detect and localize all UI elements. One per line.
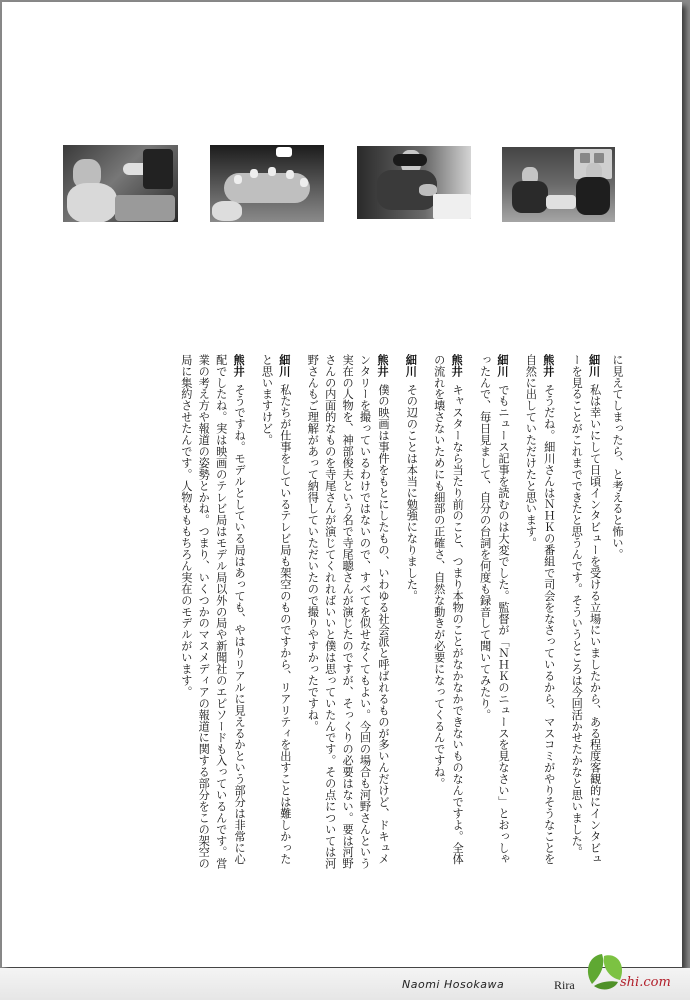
line-text: でもニュース記事を読むのは大変でした。監督が「ＮＨＫのニュースを見なさい」とおっしゃったんで、毎日見まして、自分の台詞を何度も録音して聞いてみたり。 bbox=[478, 354, 510, 865]
speaker-label: 熊井 bbox=[541, 354, 556, 377]
line-text: に見えてしまったら、と考えると怖い。 bbox=[611, 354, 624, 561]
speaker-label: 熊井 bbox=[450, 354, 465, 377]
dialogue-line bbox=[402, 354, 420, 874]
dialogue-line bbox=[476, 354, 512, 874]
dialogue-line bbox=[304, 354, 392, 874]
dialogue-text bbox=[64, 354, 626, 874]
speaker-label: 細川 bbox=[404, 354, 419, 377]
speaker-label: 細川 bbox=[495, 354, 510, 377]
site-logo bbox=[580, 946, 680, 996]
dialogue-line bbox=[522, 354, 558, 874]
footer-brand: Rira bbox=[554, 978, 575, 992]
document-page bbox=[2, 2, 682, 967]
footer-signature: Naomi Hosokawa bbox=[402, 978, 505, 991]
dialogue-line bbox=[609, 354, 626, 874]
logo-text: shi.com bbox=[620, 975, 671, 990]
dialogue-line bbox=[568, 354, 604, 874]
speaker-label: 熊井 bbox=[375, 354, 390, 377]
line-text: 僕の映画は事件をもとにしたもの、いわゆる社会派と呼ばれるものが多いんだけど、ドキュメンタリーを撮っているわけではないので、すべてを似せなくてもよい。今回の場合も河野さんという実在の人物を、神部俊夫という名で寺尾聰さんが演じたのですが、そっくりの必要はない。要は河野さんの内面的なものを寺尾さんが演じてくれればいいと僕は思っていたんです。その点については河野さんもご理解があって納得していただいたので撮りやすかったですね。 bbox=[306, 354, 390, 870]
leaf-icon bbox=[588, 954, 603, 984]
dialogue-line bbox=[258, 354, 294, 874]
speaker-label: 細川 bbox=[277, 354, 292, 377]
line-text: 私は幸いにして日頃インタビューを受ける立場にいましたから、ある程度客観的にインタビューを見ることがこれまでできたと思うんです。そういうところは今回活かせたかなと思いました。 bbox=[570, 354, 602, 865]
photo-studio-set bbox=[210, 145, 324, 222]
line-text: キャスターなら当たり前のこと、つまり本物のことがなかなかできないものなんですよ。全体の流れを壊さないためにも細部の正確さ、自然な動きが必要になってくるんですね。 bbox=[432, 354, 465, 865]
line-text: その辺のことは本当に勉強になりました。 bbox=[405, 383, 419, 602]
photo-two-people-seated bbox=[502, 147, 615, 222]
line-text: 私たちが仕事をしているテレビ局も架空のものですから、リアリティを出すことは難しかったと思いますけど。 bbox=[260, 354, 292, 865]
leaf-icon bbox=[594, 981, 618, 989]
photo-director-gesturing bbox=[63, 145, 178, 222]
dialogue-line bbox=[177, 354, 248, 874]
line-text: そうだね。細川さんはＮＨＫの番組で司会をなさっているから、マスコミがやりそうなことを自然に出していただけたと思います。 bbox=[524, 354, 556, 865]
line-text: そうですね。モデルとしている局はあっても、やはりリアルに見えるかという部分は非常に心配でしたね。実は映画のテレビ局はモデル局以外の局や新聞社のエピソードも入っているんです。営業の考え方や報道の姿勢とかね。つまり、いくつかのマスメディアの報道に関する部分をこの架空の局に集約させたんです。人物もももちろん実在のモデルがいます。 bbox=[179, 354, 247, 870]
photo-man-at-desk bbox=[357, 146, 471, 219]
speaker-label: 熊井 bbox=[232, 354, 247, 377]
speaker-label: 細川 bbox=[587, 354, 602, 377]
dialogue-line bbox=[430, 354, 466, 874]
